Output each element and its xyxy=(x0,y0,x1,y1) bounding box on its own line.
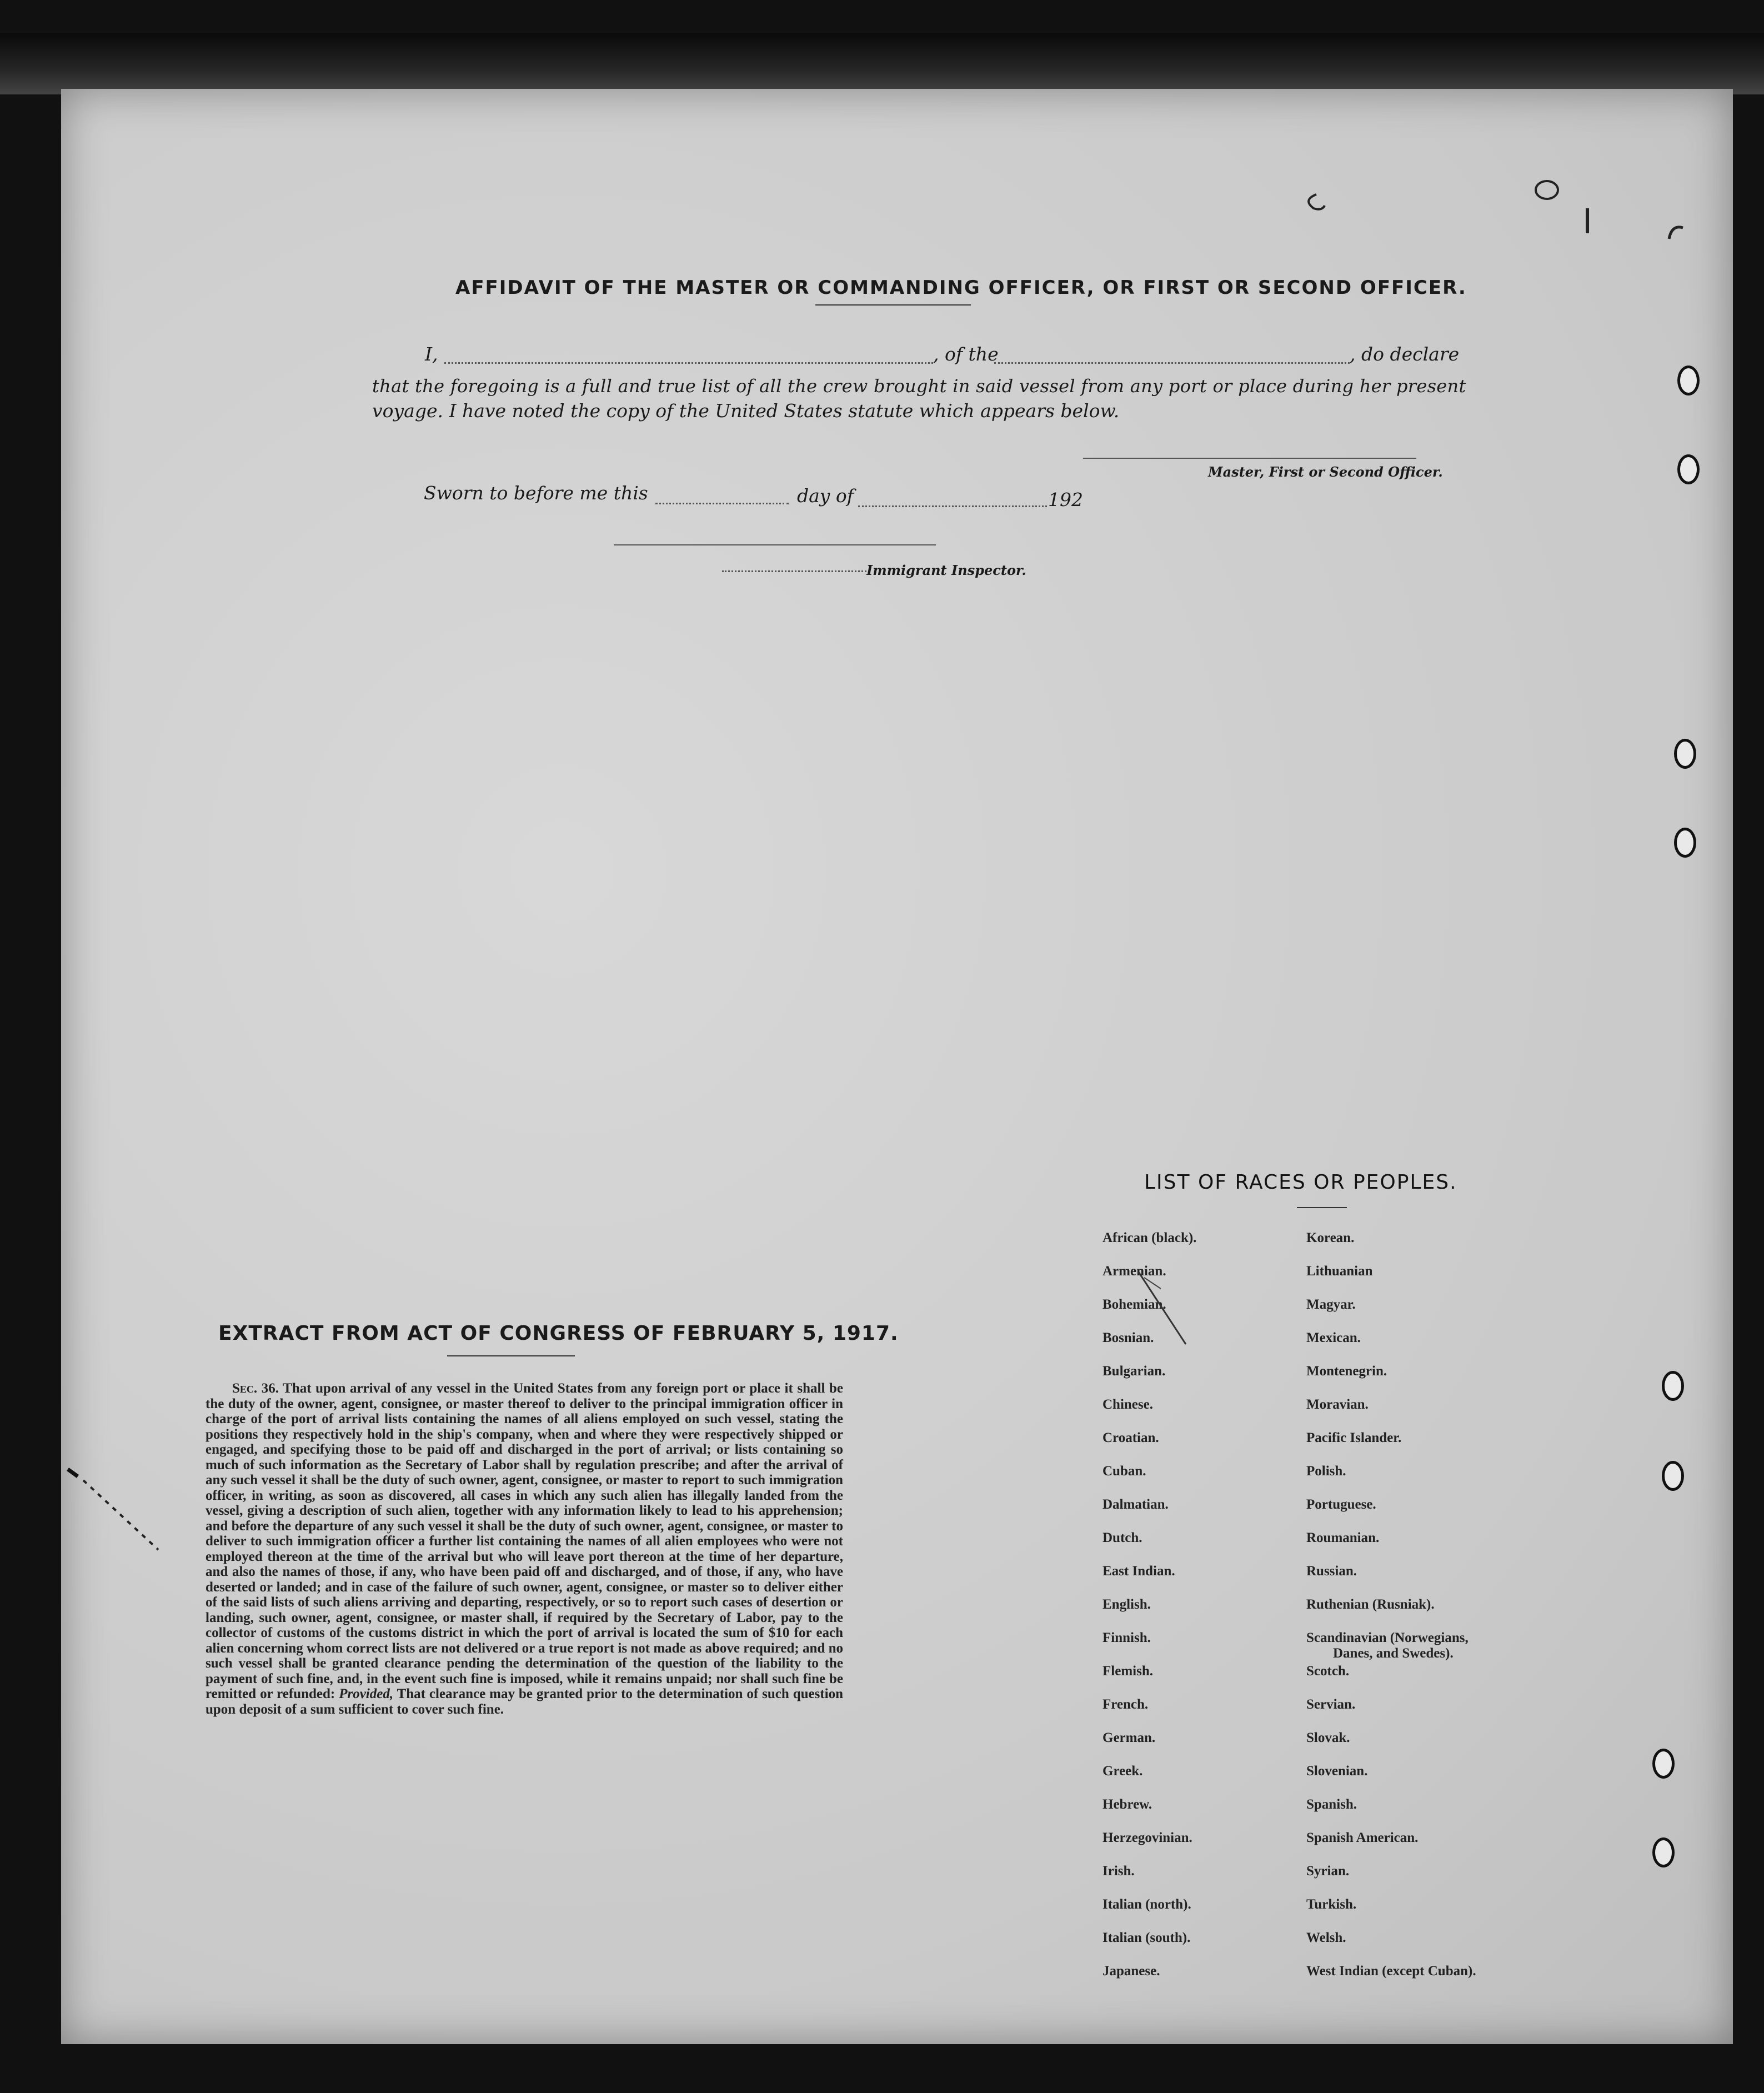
race-label: Armenian. xyxy=(1102,1264,1166,1279)
binder-hole xyxy=(1674,739,1696,769)
race-item xyxy=(1306,1464,1476,1497)
corner-marks xyxy=(1300,172,1688,272)
day-of-text: day of xyxy=(797,485,854,507)
race-label: Slovak. xyxy=(1306,1730,1350,1745)
race-label: Turkish. xyxy=(1306,1897,1357,1912)
race-item xyxy=(1306,1364,1476,1397)
race-label: Scotch. xyxy=(1306,1664,1350,1679)
race-item xyxy=(1306,1264,1476,1297)
edge-mark xyxy=(1586,208,1589,233)
binder-hole xyxy=(1662,1461,1684,1491)
extract-body xyxy=(206,1381,843,1717)
race-label: Russian. xyxy=(1306,1564,1357,1579)
race-item xyxy=(1102,1830,1196,1864)
race-item xyxy=(1306,1930,1476,1964)
signature-caption: Master, First or Second Officer. xyxy=(1208,464,1443,480)
race-item xyxy=(1306,1564,1476,1597)
race-item xyxy=(1306,1397,1476,1430)
race-item xyxy=(1306,1297,1476,1330)
race-label: Magyar. xyxy=(1306,1297,1356,1312)
inspector-line[interactable] xyxy=(614,544,936,545)
binder-hole xyxy=(1674,828,1696,858)
race-label: Spanish. xyxy=(1306,1797,1357,1812)
race-label: Cuban. xyxy=(1102,1464,1146,1479)
race-item xyxy=(1306,1797,1476,1830)
binder-hole xyxy=(1677,365,1700,395)
race-item xyxy=(1102,1864,1196,1897)
affidavit-title: AFFIDAVIT OF THE MASTER OR COMMANDING OFFICER, OR FIRST OR SECOND OFFICER. xyxy=(455,277,1467,299)
race-label: Finnish. xyxy=(1102,1630,1151,1645)
race-label: Ruthenian (Rusniak). xyxy=(1306,1597,1435,1612)
vessel-blank[interactable] xyxy=(994,362,1350,364)
race-item xyxy=(1102,1564,1196,1597)
race-label: Bulgarian. xyxy=(1102,1364,1166,1379)
title-underline xyxy=(815,304,971,306)
inspector-dotted xyxy=(722,570,866,572)
race-item xyxy=(1306,1430,1476,1464)
race-item xyxy=(1102,1364,1196,1397)
race-item xyxy=(1306,1497,1476,1530)
race-label: Welsh. xyxy=(1306,1930,1346,1945)
race-label: Montenegrin. xyxy=(1306,1364,1387,1379)
race-item xyxy=(1102,1697,1196,1730)
race-label: Moravian. xyxy=(1306,1397,1369,1412)
affidavit-i: I, xyxy=(425,343,438,365)
binder-hole xyxy=(1652,1749,1675,1779)
affidavit-line3: voyage. I have noted the copy of the United States statute which appears below. xyxy=(372,400,1120,422)
signature-line[interactable] xyxy=(1083,458,1416,459)
extract-text-1: That upon arrival of any vessel in the United States from any foreign port or place it shall be the duty of the owner, agent, consignee, or master thereof to deliver to the principal immigration officer in charge of the port of arrival lists containing the names of all aliens employed on such vessel, stating the positions they respectively hold in the ship's company, when and where they were respectively shipped or engaged, and specifying those to be paid off and discharged in the port of arrival; or lists containing so much of such information as the Secretary of Labor shall by regulation prescribe; and after the arrival of any such vessel it shall be the duty of such owner, agent, consignee, or master to report to such immigration officer, in writing, as soon as discovered, all cases in which any such alien has illegally landed from the vessel, giving a description of such alien, together with any information likely to lead to his apprehension; and before the departure of any such vessel it shall be the duty of such owner, agent, consignee, or master to deliver to such immigration officer a further list containing the names of all alien employees who were not employed thereon at the time of the arrival but who will leave port thereon at the time of her departure, and also the names of those, if any, who have been paid off and discharged, and of those, if any, who have deserted or landed; and in case of the failure of such owner, agent, consignee, or master so to deliver either of the said lists of such aliens arriving and departing, respectively, or so to report such cases of desertion or landing, such owner, agent, consignee, or master shall, if required by the Secretary of Labor, pay to the collector of customs of the customs district in which the port of arrival is located the sum of $10 for each alien concerning whom correct lists are not delivered or a true report is not made as above required; and no such vessel shall be granted clearance pending the determination of the question of the liability to the payment of such fine, and, in the event such fine is imposed, while it remains unpaid; nor shall such fine be remitted or refunded: xyxy=(206,1381,843,1701)
race-label: German. xyxy=(1102,1730,1156,1745)
race-label: Dutch. xyxy=(1102,1530,1142,1545)
race-label: Italian (south). xyxy=(1102,1930,1191,1945)
race-label: Bosnian. xyxy=(1102,1330,1154,1345)
race-label: Slovenian. xyxy=(1306,1764,1368,1779)
race-item xyxy=(1102,1630,1196,1664)
affidavit-line2: that the foregoing is a full and true list of all the crew brought in said vessel from any port or place during her present xyxy=(372,375,1466,397)
binder-hole xyxy=(1652,1837,1675,1867)
race-label: Pacific Islander. xyxy=(1306,1430,1402,1445)
race-item xyxy=(1102,1597,1196,1630)
race-label: Japanese. xyxy=(1102,1964,1160,1979)
bleed-through-text xyxy=(200,219,209,236)
race-label: Greek. xyxy=(1102,1764,1143,1779)
race-label: Roumanian. xyxy=(1306,1530,1380,1545)
affidavit-of-the: , of the xyxy=(933,343,999,365)
race-item xyxy=(1306,1830,1476,1864)
pencil-mark xyxy=(1127,1244,1189,1350)
month-blank[interactable] xyxy=(858,505,1047,507)
sworn-text: Sworn to before me this xyxy=(424,482,648,504)
races-right-column xyxy=(1306,1230,1476,1997)
race-item xyxy=(1306,1764,1476,1797)
race-item xyxy=(1102,1397,1196,1430)
races-title: LIST OF RACES OR PEOPLES. xyxy=(1144,1171,1457,1194)
race-label: Bohemian. xyxy=(1102,1297,1166,1312)
race-label: Polish. xyxy=(1306,1464,1346,1479)
race-label-continuation: Danes, and Swedes). xyxy=(1333,1646,1454,1661)
race-item xyxy=(1102,1530,1196,1564)
race-item xyxy=(1306,1897,1476,1930)
race-label: Korean. xyxy=(1306,1230,1355,1245)
race-item xyxy=(1102,1430,1196,1464)
race-label: Flemish. xyxy=(1102,1664,1153,1679)
race-label: Croatian. xyxy=(1102,1430,1159,1445)
race-label: Lithuanian xyxy=(1306,1264,1373,1279)
race-item xyxy=(1102,1964,1196,1997)
binder-hole xyxy=(1677,454,1700,484)
race-label: Spanish American. xyxy=(1306,1830,1419,1845)
races-underline xyxy=(1297,1207,1347,1208)
race-item xyxy=(1306,1697,1476,1730)
scan-top-edge xyxy=(0,33,1764,94)
race-label: Servian. xyxy=(1306,1697,1356,1712)
race-label: Syrian. xyxy=(1306,1864,1350,1879)
race-item xyxy=(1102,1930,1196,1964)
race-label: Irish. xyxy=(1102,1864,1135,1879)
race-item xyxy=(1306,1597,1476,1630)
year-prefix: 192 xyxy=(1048,489,1083,510)
race-item xyxy=(1306,1330,1476,1364)
affidavit-do-declare: , do declare xyxy=(1350,343,1460,365)
race-item xyxy=(1306,1530,1476,1564)
race-label: Portuguese. xyxy=(1306,1497,1376,1512)
race-item xyxy=(1306,1864,1476,1897)
race-label: French. xyxy=(1102,1697,1149,1712)
race-label: East Indian. xyxy=(1102,1564,1175,1579)
race-item xyxy=(1306,1664,1476,1697)
race-item xyxy=(1306,1230,1476,1264)
race-item xyxy=(1102,1664,1196,1697)
race-item xyxy=(1102,1897,1196,1930)
race-item xyxy=(1102,1764,1196,1797)
provided-word: Provided, xyxy=(339,1686,394,1701)
day-blank[interactable] xyxy=(655,503,789,504)
race-label: Herzegovinian. xyxy=(1102,1830,1192,1845)
race-item xyxy=(1306,1630,1476,1664)
extract-underline xyxy=(447,1355,575,1356)
inspector-caption: Immigrant Inspector. xyxy=(866,562,1026,578)
extract-text-2: That clearance may be granted prior to the determination of such question upon deposit of a sum sufficient to cover such fine. xyxy=(206,1686,843,1717)
race-item xyxy=(1102,1464,1196,1497)
binder-hole xyxy=(1662,1371,1684,1401)
race-label: Chinese. xyxy=(1102,1397,1153,1412)
race-label: English. xyxy=(1102,1597,1151,1612)
section-label: Sec. 36. xyxy=(232,1381,279,1396)
race-label: Hebrew. xyxy=(1102,1797,1152,1812)
race-label: Dalmatian. xyxy=(1102,1497,1169,1512)
race-label: African (black). xyxy=(1102,1230,1197,1245)
race-item xyxy=(1102,1497,1196,1530)
race-item xyxy=(1306,1730,1476,1764)
race-label: West Indian (except Cuban). xyxy=(1306,1964,1476,1979)
race-label: Italian (north). xyxy=(1102,1897,1191,1912)
race-label: Mexican. xyxy=(1306,1330,1361,1345)
margin-arrow-mark xyxy=(61,1455,172,1566)
race-item xyxy=(1306,1964,1476,1997)
race-item xyxy=(1102,1730,1196,1764)
extract-title: EXTRACT FROM ACT OF CONGRESS OF FEBRUARY 5, 1917. xyxy=(218,1322,899,1345)
race-label: Scandinavian (Norwegians, xyxy=(1306,1630,1469,1645)
name-blank[interactable] xyxy=(444,362,933,364)
race-item xyxy=(1102,1797,1196,1830)
